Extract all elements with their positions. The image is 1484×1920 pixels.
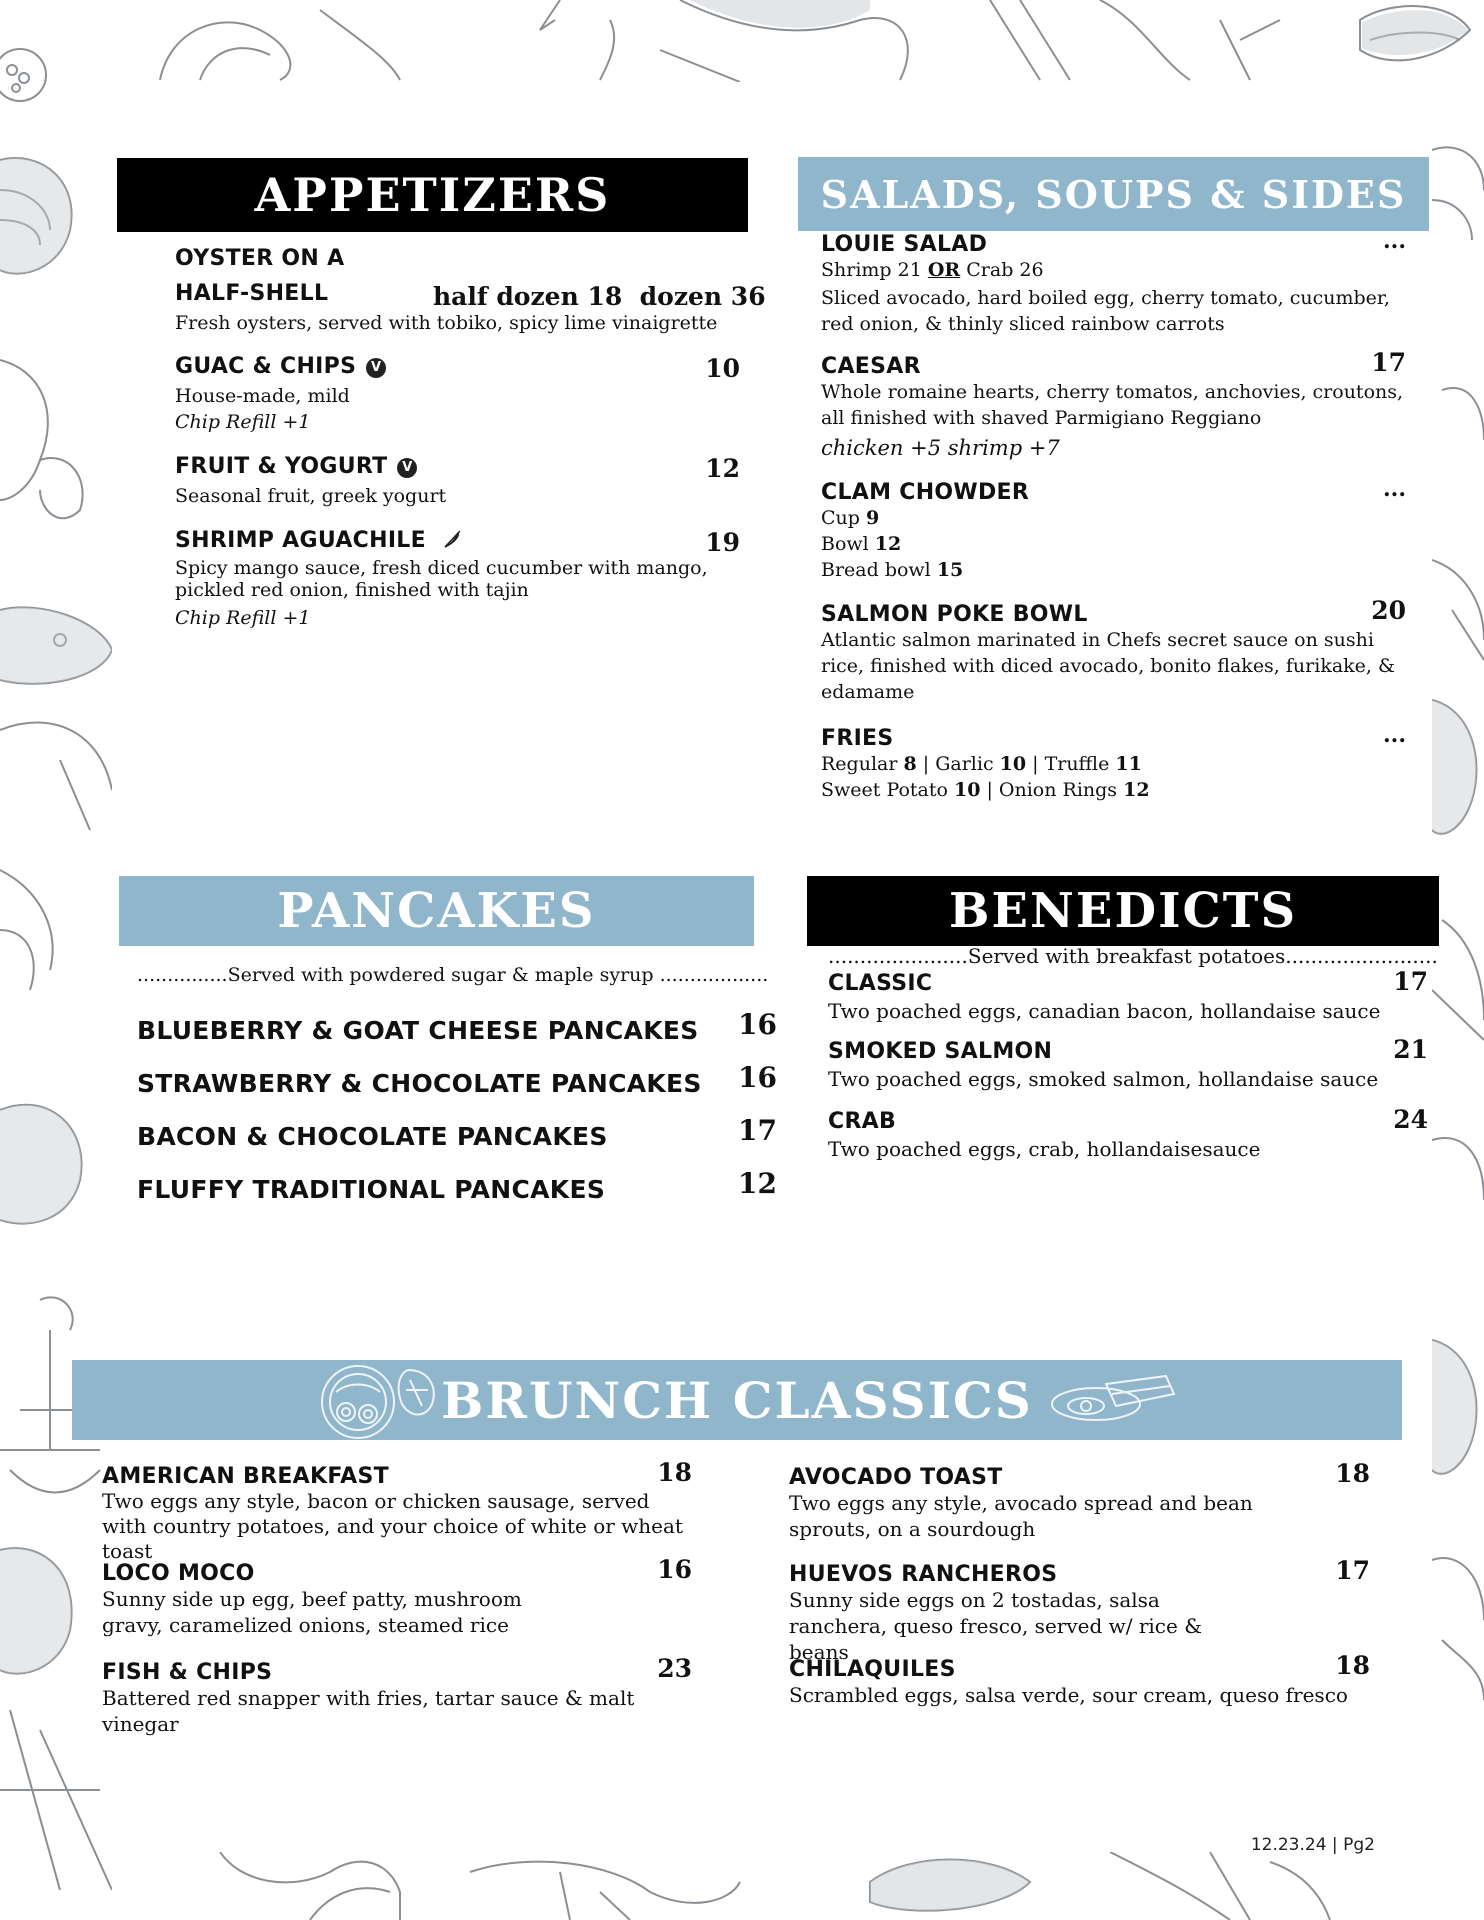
benedicts-title: BENEDICTS <box>948 883 1298 939</box>
item-description: Battered red snapper with fries, tartar sauce & malt vinegar <box>102 1686 635 1736</box>
item-description: Two poached eggs, smoked salmon, hollandaise sauce <box>828 1067 1379 1091</box>
pancakes-subtitle: ...............Served with powdered sugar & maple syrup .................. <box>137 964 769 986</box>
item-name: FRIES <box>821 726 894 751</box>
item-price: 18 <box>1335 1651 1370 1680</box>
item-name: GUAC & CHIPS <box>175 354 357 379</box>
item-description: Two eggs any style, bacon or chicken sausage, served with country potatoes, and your choice of white or wheat toast <box>102 1489 683 1563</box>
top-illustration-border <box>140 0 1480 82</box>
menu-item-smoked-salmon-benedict <box>828 1035 1428 1092</box>
item-price: 24 <box>1393 1105 1428 1134</box>
item-price: 16 <box>657 1555 692 1584</box>
item-price: 12 <box>705 454 740 483</box>
menu-item-shrimp-aguachile <box>175 528 740 631</box>
footer-date: 12.23.24 <box>1250 1835 1327 1855</box>
menu-item-fish-chips <box>102 1654 692 1737</box>
brunch-title: BRUNCH CLASSICS <box>441 1370 1033 1430</box>
vegetarian-icon: V <box>397 458 417 478</box>
menu-item-bacon-pancakes <box>137 1114 777 1151</box>
item-description: Scrambled eggs, salsa verde, sour cream, queso fresco <box>789 1683 1348 1707</box>
item-price: ... <box>1383 228 1406 254</box>
item-price: 17 <box>1335 1556 1370 1585</box>
item-price: half dozen 18 dozen 36 <box>433 282 766 311</box>
menu-item-fruit-yogurt <box>175 454 740 509</box>
menu-item-oyster <box>175 246 766 336</box>
item-name: LOCO MOCO <box>102 1561 255 1586</box>
menu-item-clam-chowder: CLAM CHOWDER ... Cup 9 Bowl 12 Bread bowl 15 <box>821 476 1406 581</box>
brunch-banner <box>72 1360 1402 1440</box>
item-description: Sliced avocado, hard boiled egg, cherry tomato, cucumber, red onion, & thinly sliced rainbow carrots <box>821 287 1390 335</box>
item-name: STRAWBERRY & CHOCOLATE PANCAKES <box>137 1069 702 1098</box>
item-price: 17 <box>1393 967 1428 996</box>
item-description: Atlantic salmon marinated in Chefs secret sauce on sushi rice, finished with diced avocado, bonito flakes, furikake, & edamame <box>821 629 1395 703</box>
item-price: 17 <box>738 1114 777 1147</box>
item-price: 17 <box>1371 348 1406 377</box>
item-name: FISH & CHIPS <box>102 1660 273 1685</box>
menu-item-avocado-toast <box>789 1459 1370 1542</box>
left-illustration-border <box>0 30 112 1890</box>
item-name: CLAM CHOWDER <box>821 480 1030 505</box>
or-label: OR <box>927 259 961 281</box>
vegetarian-icon: V <box>366 358 386 378</box>
item-description: Two eggs any style, avocado spread and bean sprouts, on a sourdough <box>789 1491 1253 1541</box>
item-name: SALMON POKE BOWL <box>821 602 1088 627</box>
item-description: House-made, mild <box>175 385 350 407</box>
menu-item-salmon-poke-bowl <box>821 596 1406 705</box>
item-name: HALF-SHELL <box>175 281 329 306</box>
benedicts-banner <box>807 876 1439 946</box>
item-price: 16 <box>738 1061 777 1094</box>
bottom-illustration-border <box>130 1852 1420 1920</box>
pancakes-banner <box>119 876 754 946</box>
item-name: CAESAR <box>821 354 921 379</box>
menu-item-louie-salad: LOUIE SALAD ... Shrimp 21 OR Crab 26 Sliced avocado, hard boiled egg, cherry tomato, cucumber, red onion, & thinly sliced rainbow carrots <box>821 228 1406 335</box>
item-name: AVOCADO TOAST <box>789 1465 1003 1490</box>
item-name: BACON & CHOCOLATE PANCAKES <box>137 1122 608 1151</box>
item-name: CRAB <box>828 1109 897 1134</box>
item-name: BLUEBERRY & GOAT CHEESE PANCAKES <box>137 1016 699 1045</box>
menu-item-guac-chips <box>175 354 740 435</box>
item-name: CLASSIC <box>828 971 933 996</box>
footer-page-number: Pg2 <box>1343 1835 1375 1855</box>
item-note: Chip Refill +1 <box>175 411 311 433</box>
menu-item-caesar <box>821 348 1406 461</box>
item-name: AMERICAN BREAKFAST <box>102 1464 389 1489</box>
item-description: Fresh oysters, served with tobiko, spicy lime vinaigrette <box>175 312 718 334</box>
right-illustration-border <box>1432 140 1484 1780</box>
item-price: 10 <box>705 354 740 383</box>
item-price: ... <box>1383 476 1406 502</box>
item-price: 16 <box>738 1008 777 1041</box>
menu-item-strawberry-pancakes <box>137 1061 777 1098</box>
menu-item-loco-moco <box>102 1555 692 1638</box>
menu-item-classic-benedict <box>828 967 1428 1024</box>
item-price: 21 <box>1393 1035 1428 1064</box>
item-description: Whole romaine hearts, cherry tomatos, anchovies, croutons, all finished with shaved Parmigiano Reggiano <box>821 381 1404 429</box>
breakfast-plate-icon <box>298 1360 458 1440</box>
item-price: 23 <box>657 1654 692 1683</box>
item-description: Two poached eggs, crab, hollandaisesauce <box>828 1137 1261 1161</box>
appetizers-title: APPETIZERS <box>254 168 611 222</box>
menu-item-american-breakfast <box>102 1458 692 1564</box>
item-note: Chip Refill +1 <box>175 607 311 629</box>
item-name: CHILAQUILES <box>789 1657 956 1682</box>
item-name: FLUFFY TRADITIONAL PANCAKES <box>137 1175 606 1204</box>
item-name: SHRIMP AGUACHILE <box>175 528 426 553</box>
appetizers-banner <box>117 158 748 232</box>
salads-banner <box>798 157 1429 231</box>
item-price: 18 <box>1335 1459 1370 1488</box>
page-footer: 12.23.24 | Pg2 <box>1250 1835 1375 1855</box>
menu-item-fries: FRIES ... Regular 8 | Garlic 10 | Truffle 11 Sweet Potato 10 | Onion Rings 12 <box>821 722 1406 801</box>
item-description: Sunny side up egg, beef patty, mushroom gravy, caramelized onions, steamed rice <box>102 1587 522 1637</box>
chili-pepper-icon <box>442 529 464 549</box>
salads-title: SALADS, SOUPS & SIDES <box>820 171 1407 217</box>
sandwich-egg-icon <box>1046 1360 1186 1440</box>
item-description: Seasonal fruit, greek yogurt <box>175 485 447 507</box>
menu-item-blueberry-pancakes <box>137 1008 777 1045</box>
item-note: chicken +5 shrimp +7 <box>821 436 1060 460</box>
item-name: LOUIE SALAD <box>821 232 988 257</box>
item-name: HUEVOS RANCHEROS <box>789 1562 1058 1587</box>
item-price: 18 <box>657 1458 692 1487</box>
item-price: 20 <box>1371 596 1406 625</box>
benedicts-subtitle: ......................Served with breakfast potatoes........................ <box>828 944 1438 968</box>
menu-item-huevos-rancheros <box>789 1556 1370 1665</box>
item-name: OYSTER ON A <box>175 246 345 271</box>
menu-item-fluffy-pancakes <box>137 1167 777 1204</box>
menu-item-crab-benedict <box>828 1105 1428 1162</box>
item-description: Two poached eggs, canadian bacon, hollandaise sauce <box>828 999 1381 1023</box>
menu-item-chilaquiles <box>789 1651 1370 1708</box>
item-description: Sunny side eggs on 2 tostadas, salsa ranchera, queso fresco, served w/ rice & beans <box>789 1588 1203 1664</box>
item-description: Spicy mango sauce, fresh diced cucumber with mango, pickled red onion, finished with tajin <box>175 557 708 601</box>
item-name: SMOKED SALMON <box>828 1039 1053 1064</box>
item-price: 19 <box>705 528 740 557</box>
item-price: 12 <box>738 1167 777 1200</box>
pancakes-title: PANCAKES <box>277 883 596 939</box>
item-name: FRUIT & YOGURT <box>175 454 388 479</box>
item-price: ... <box>1383 722 1406 748</box>
